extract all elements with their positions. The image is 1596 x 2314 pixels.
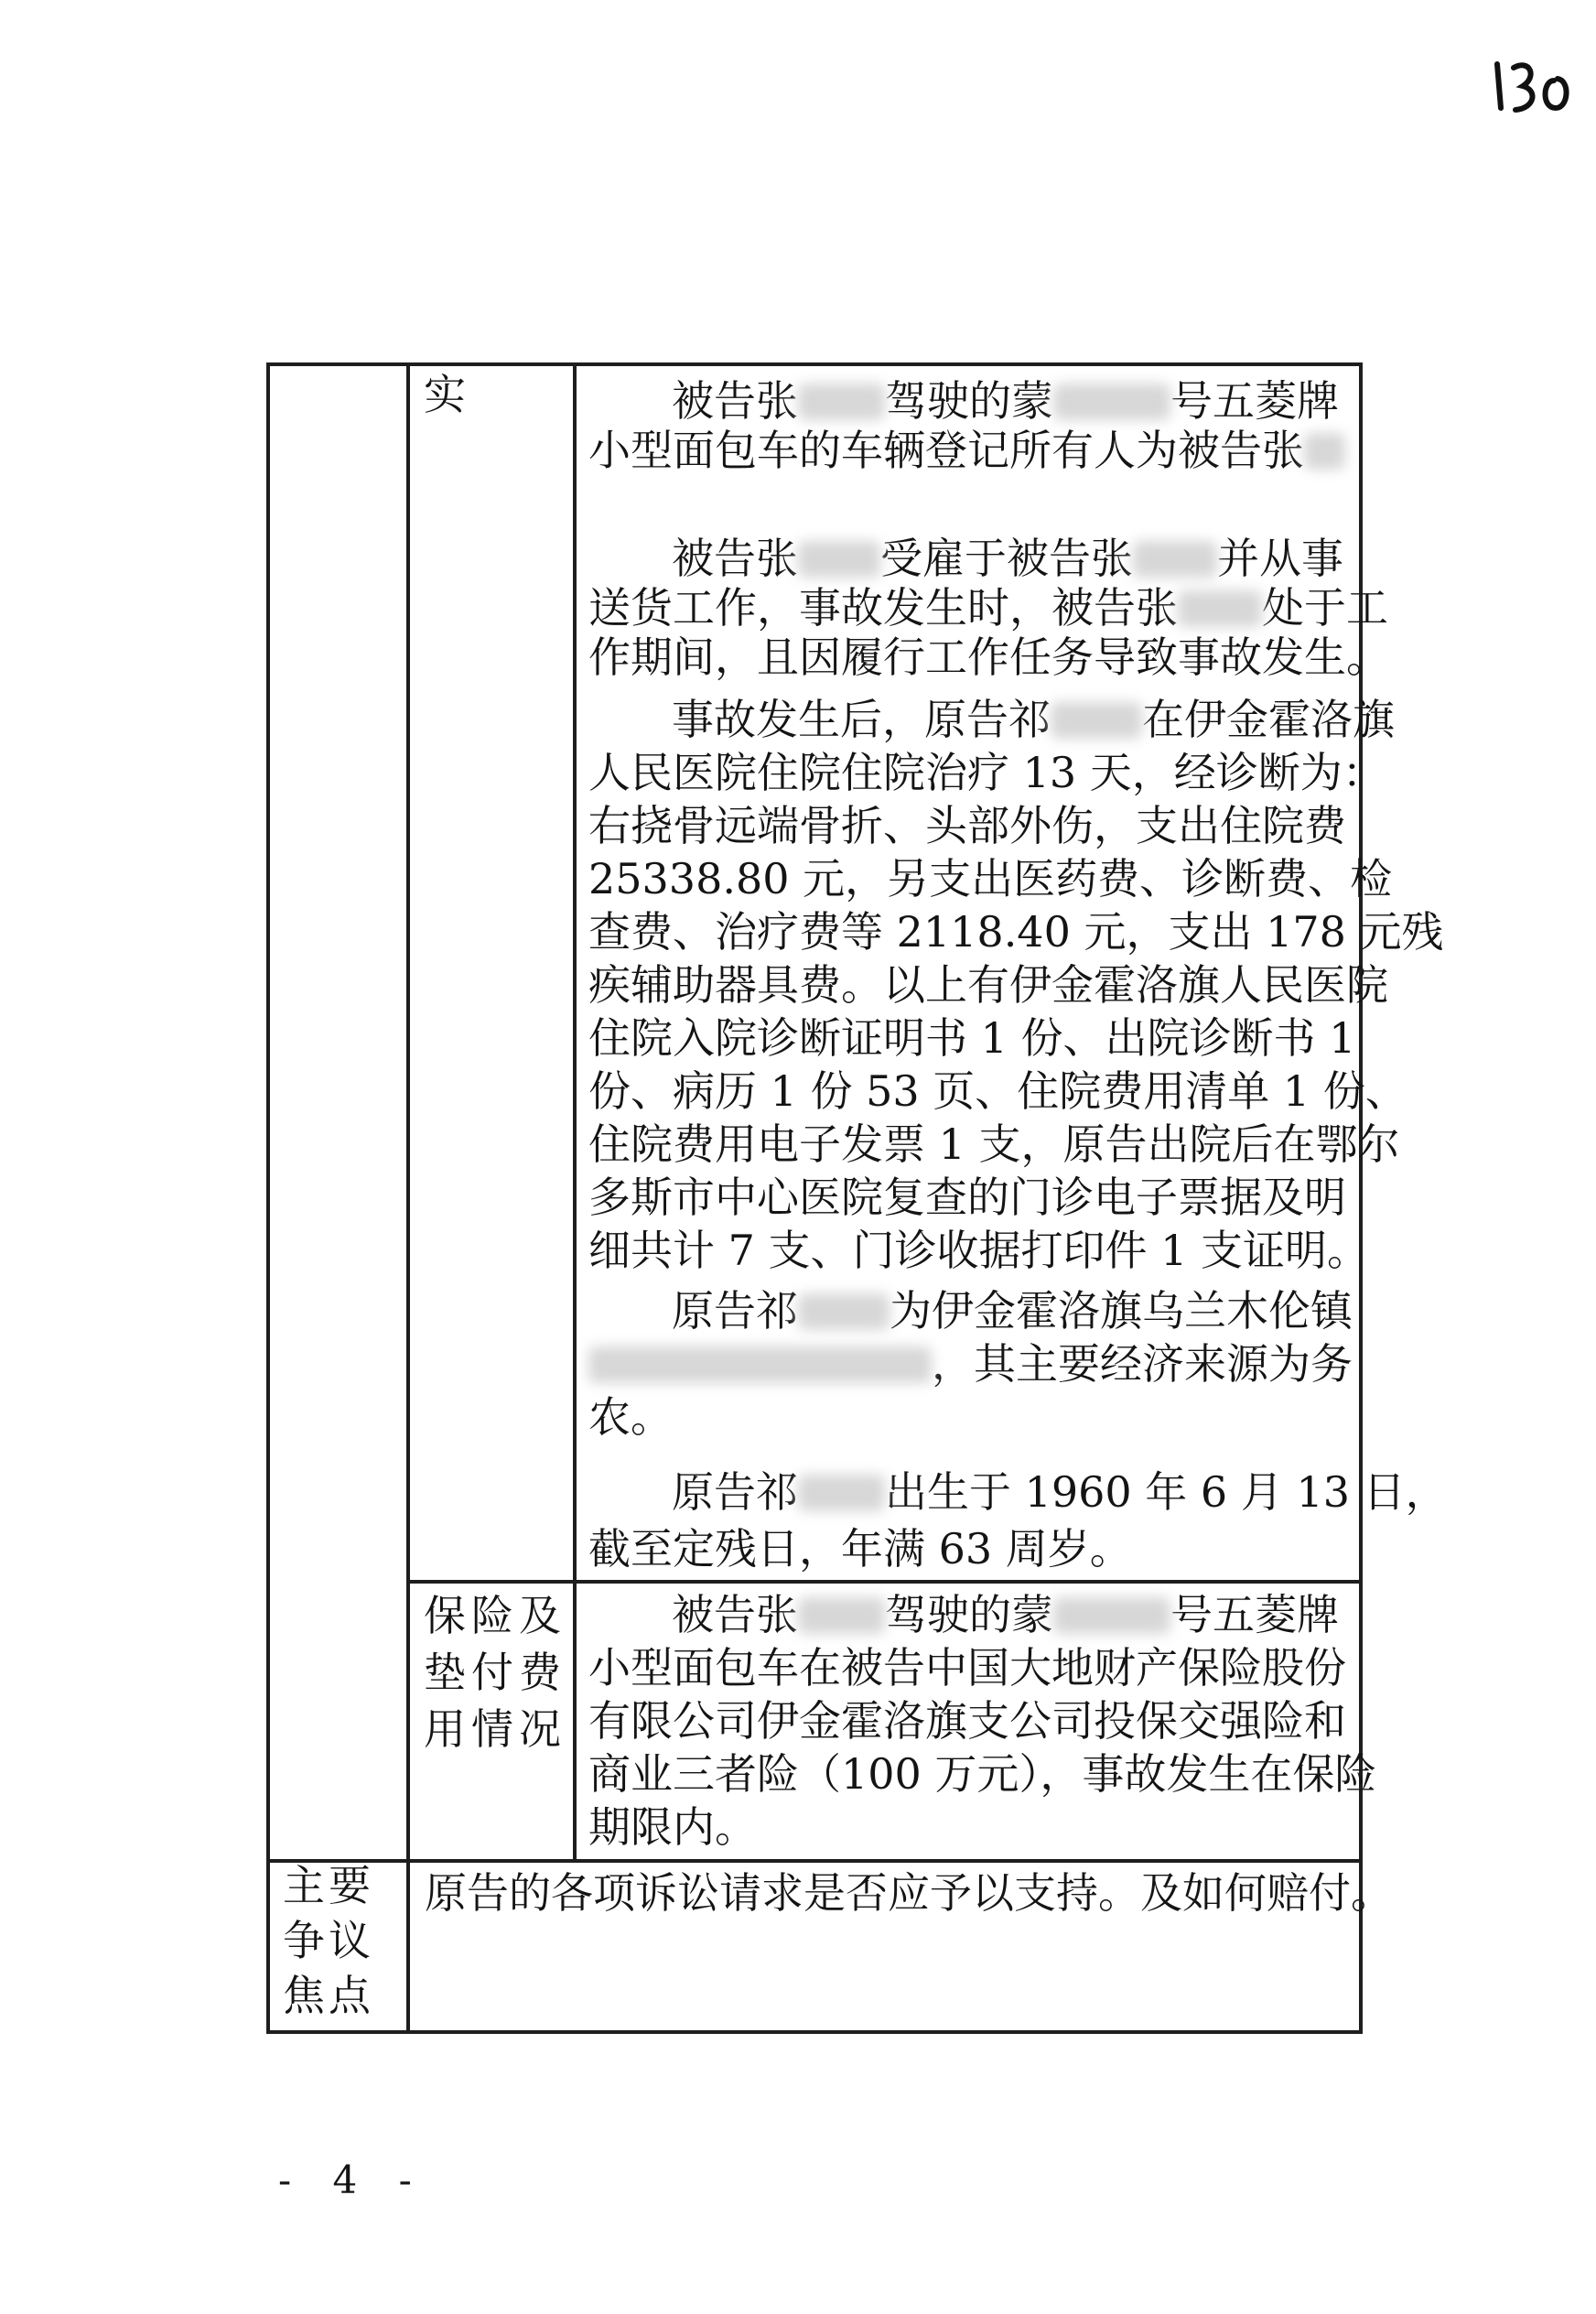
handwritten-page-mark bbox=[1490, 53, 1596, 126]
redaction bbox=[798, 1293, 890, 1330]
facts-line-5: 作期间，且因履行工作任务导致事故发生。 bbox=[588, 633, 1388, 682]
insurance-line-2: 小型面包车在被告中国大地财产保险股份 bbox=[588, 1643, 1346, 1692]
insurance-line-4: 商业三者险（100 万元），事故发生在保险 bbox=[588, 1749, 1377, 1799]
facts-label: 实 bbox=[424, 370, 471, 419]
insurance-line-1: 被告张 驾驶的蒙 号五菱牌 bbox=[672, 1590, 1339, 1639]
facts-line-8: 右挠骨远端骨折、头部外伤，支出住院费 bbox=[588, 801, 1346, 850]
insurance-label-line-1: 保险及 bbox=[424, 1591, 566, 1640]
redaction bbox=[588, 1346, 932, 1383]
redaction bbox=[1051, 702, 1142, 739]
redaction bbox=[1133, 541, 1217, 578]
insurance-line-5: 期限内。 bbox=[588, 1802, 757, 1852]
redaction bbox=[798, 1597, 885, 1634]
facts-line-4: 送货工作，事故发生时，被告张 处于工 bbox=[588, 583, 1388, 633]
insurance-label-line-3: 用情况 bbox=[424, 1704, 566, 1754]
facts-line-9: 25338.80 元，另支出医药费、诊断费、检 bbox=[588, 854, 1393, 903]
insurance-label-line-2: 垫付费 bbox=[424, 1648, 566, 1697]
facts-line-20: 原告祁 出生于 1960 年 6 月 13 日， bbox=[672, 1467, 1448, 1517]
insurance-label bbox=[424, 1587, 566, 1757]
redaction bbox=[1178, 590, 1262, 627]
insurance-line-3: 有限公司伊金霍洛旗支公司投保交强险和 bbox=[588, 1696, 1346, 1746]
redaction bbox=[1053, 384, 1170, 420]
facts-line-7: 人民医院住院住院治疗 13 天，经诊断为： bbox=[588, 748, 1385, 797]
facts-line-17: 原告祁 为伊金霍洛旗乌兰木伦镇 bbox=[672, 1286, 1353, 1335]
dispute-label bbox=[283, 1858, 374, 2023]
facts-line-13: 份、病历 1 份 53 页、住院费用清单 1 份、 bbox=[588, 1066, 1407, 1116]
facts-line-10: 查费、治疗费等 2118.40 元，支出 178 元残 bbox=[588, 907, 1444, 957]
facts-line-14: 住院费用电子发票 1 支，原告出院后在鄂尔 bbox=[588, 1119, 1400, 1169]
redaction bbox=[1304, 433, 1345, 470]
redaction bbox=[798, 1475, 885, 1511]
dispute-text: 原告的各项诉讼请求是否应予以支持。及如何赔付。 bbox=[425, 1868, 1393, 1918]
facts-line-15: 多斯市中心医院复查的门诊电子票据及明 bbox=[588, 1173, 1346, 1222]
dispute-label-line-3: 焦点 bbox=[283, 1971, 374, 2020]
facts-line-21: 截至定残日，年满 63 周岁。 bbox=[588, 1524, 1132, 1573]
facts-line-12: 住院入院诊断证明书 1 份、出院诊断书 1 bbox=[588, 1013, 1356, 1063]
footer-page-number: - 4 - bbox=[278, 2157, 426, 2202]
dispute-label-line-1: 主要 bbox=[283, 1861, 374, 1910]
facts-line-3: 被告张 受雇于被告张 并从事 bbox=[672, 534, 1343, 583]
facts-line-16: 细共计 7 支、门诊收据打印件 1 支证明。 bbox=[588, 1226, 1370, 1275]
facts-line-6: 事故发生后，原告祁 在伊金霍洛旗 bbox=[672, 695, 1395, 744]
redaction bbox=[798, 384, 885, 420]
facts-line-2: 小型面包车的车辆登记所有人为被告张 bbox=[588, 423, 1345, 478]
facts-line-11: 疾辅助器具费。以上有伊金霍洛旗人民医院 bbox=[588, 960, 1388, 1010]
facts-line-19: 农。 bbox=[588, 1392, 673, 1442]
dispute-label-line-2: 争议 bbox=[283, 1916, 374, 1965]
facts-line-1: 被告张 驾驶的蒙 号五菱牌 bbox=[672, 376, 1339, 426]
redaction bbox=[1053, 1597, 1170, 1634]
redaction bbox=[798, 541, 880, 578]
facts-line-18: ，其主要经济来源为务 bbox=[588, 1336, 1353, 1391]
